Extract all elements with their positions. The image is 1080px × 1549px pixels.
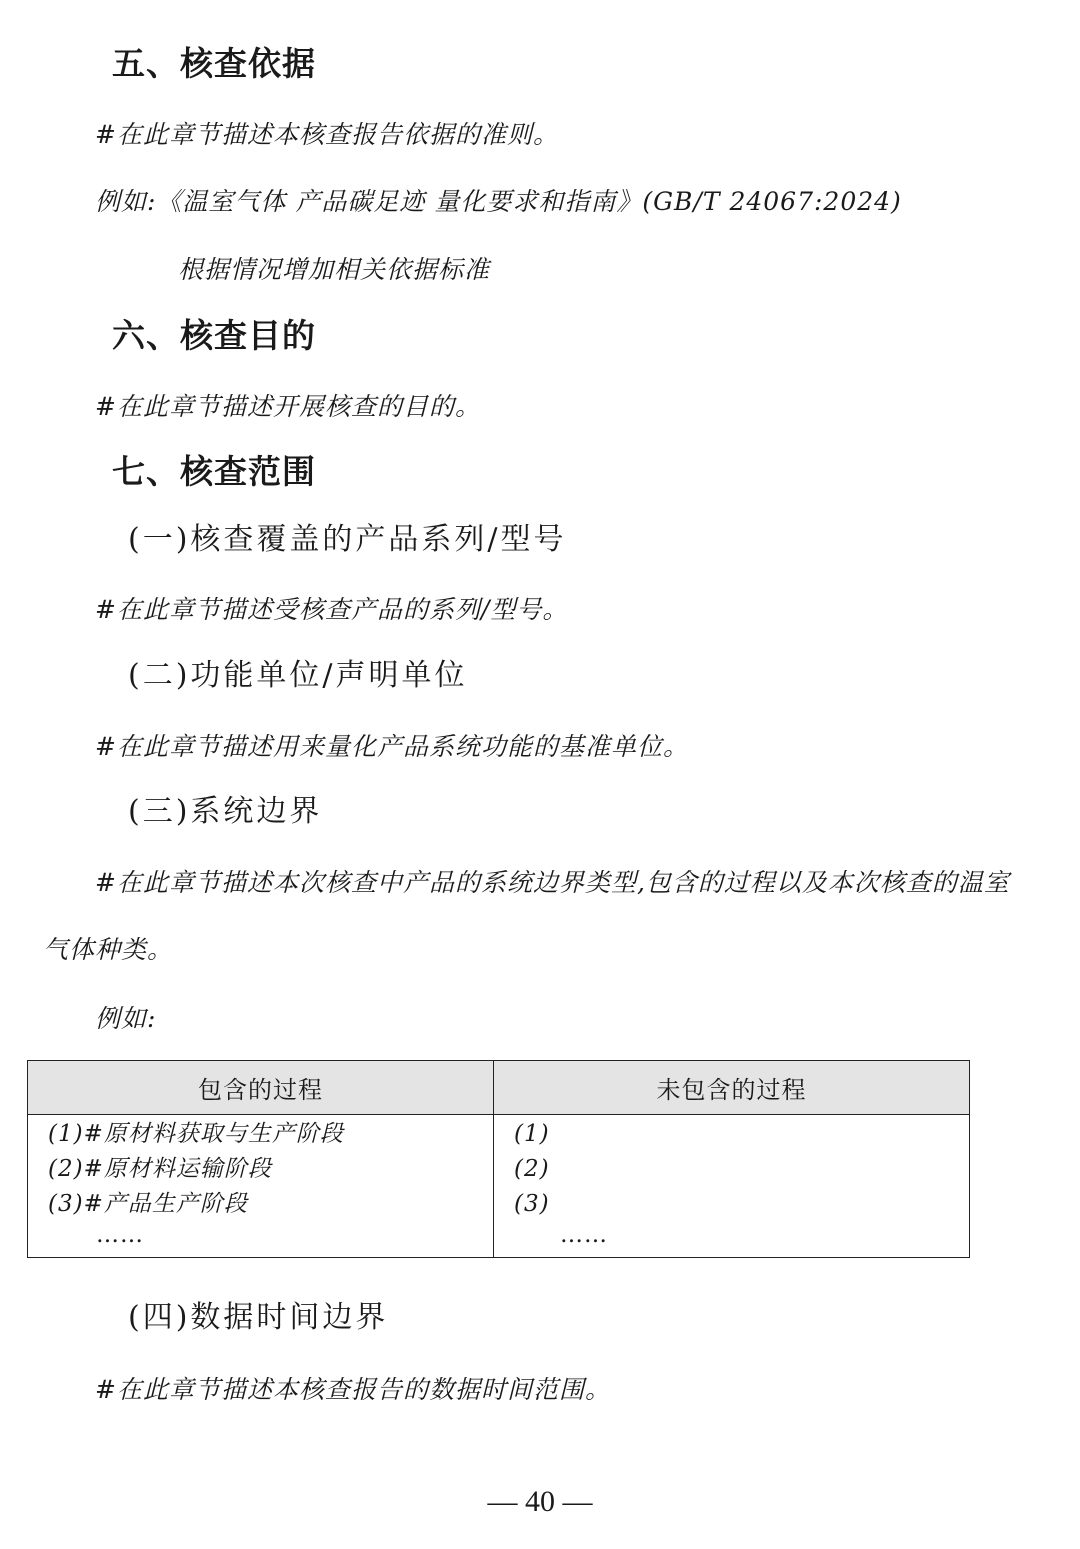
page-number: — 40 —	[487, 1485, 593, 1518]
list-item: (1)#原材料获取与生产阶段	[48, 1121, 344, 1147]
excluded-processes-cell	[494, 1115, 970, 1258]
list-item: (1)	[514, 1121, 550, 1147]
product-series-description: #在此章节描述受核查产品的系列/型号。	[95, 595, 569, 624]
list-item: (2)#原材料运输阶段	[48, 1156, 272, 1182]
list-ellipsis: ……	[560, 1222, 608, 1248]
data-time-boundary-description: #在此章节描述本核查报告的数据时间范围。	[95, 1375, 611, 1404]
subsection-heading-product-series: (一)核查覆盖的产品系列/型号	[128, 522, 567, 557]
table-header-row	[28, 1061, 970, 1115]
subsection-heading-functional-unit: (二)功能单位/声明单位	[128, 658, 468, 693]
table-header-excluded: 未包含的过程	[494, 1061, 970, 1115]
section-heading-purpose: 六、核查目的	[112, 316, 316, 355]
purpose-description: #在此章节描述开展核查的目的。	[95, 392, 481, 421]
table-header-included: 包含的过程	[28, 1061, 494, 1115]
system-boundary-description-line2: 气体种类。	[43, 935, 174, 964]
table-row	[28, 1115, 970, 1258]
list-ellipsis: ……	[96, 1222, 144, 1248]
system-boundary-table	[27, 1060, 970, 1258]
list-item: (3)	[514, 1191, 550, 1217]
basis-description: #在此章节描述本核查报告依据的准则。	[95, 120, 559, 149]
section-heading-basis: 五、核查依据	[112, 44, 316, 83]
basis-note: 根据情况增加相关依据标准	[178, 255, 491, 284]
system-boundary-example-label: 例如:	[95, 1004, 157, 1033]
functional-unit-description: #在此章节描述用来量化产品系统功能的基准单位。	[95, 732, 689, 761]
subsection-heading-data-time-boundary: (四)数据时间边界	[128, 1300, 389, 1335]
list-item: (3)#产品生产阶段	[48, 1191, 248, 1217]
basis-example: 例如:《温室气体 产品碳足迹 量化要求和指南》(GB/T 24067:2024)	[95, 187, 902, 216]
subsection-heading-system-boundary: (三)系统边界	[128, 794, 323, 829]
included-processes-cell	[28, 1115, 494, 1258]
section-heading-scope: 七、核查范围	[112, 452, 316, 491]
list-item: (2)	[514, 1156, 550, 1182]
system-boundary-description-line1: #在此章节描述本次核查中产品的系统边界类型,包含的过程以及本次核查的温室	[95, 868, 1010, 897]
